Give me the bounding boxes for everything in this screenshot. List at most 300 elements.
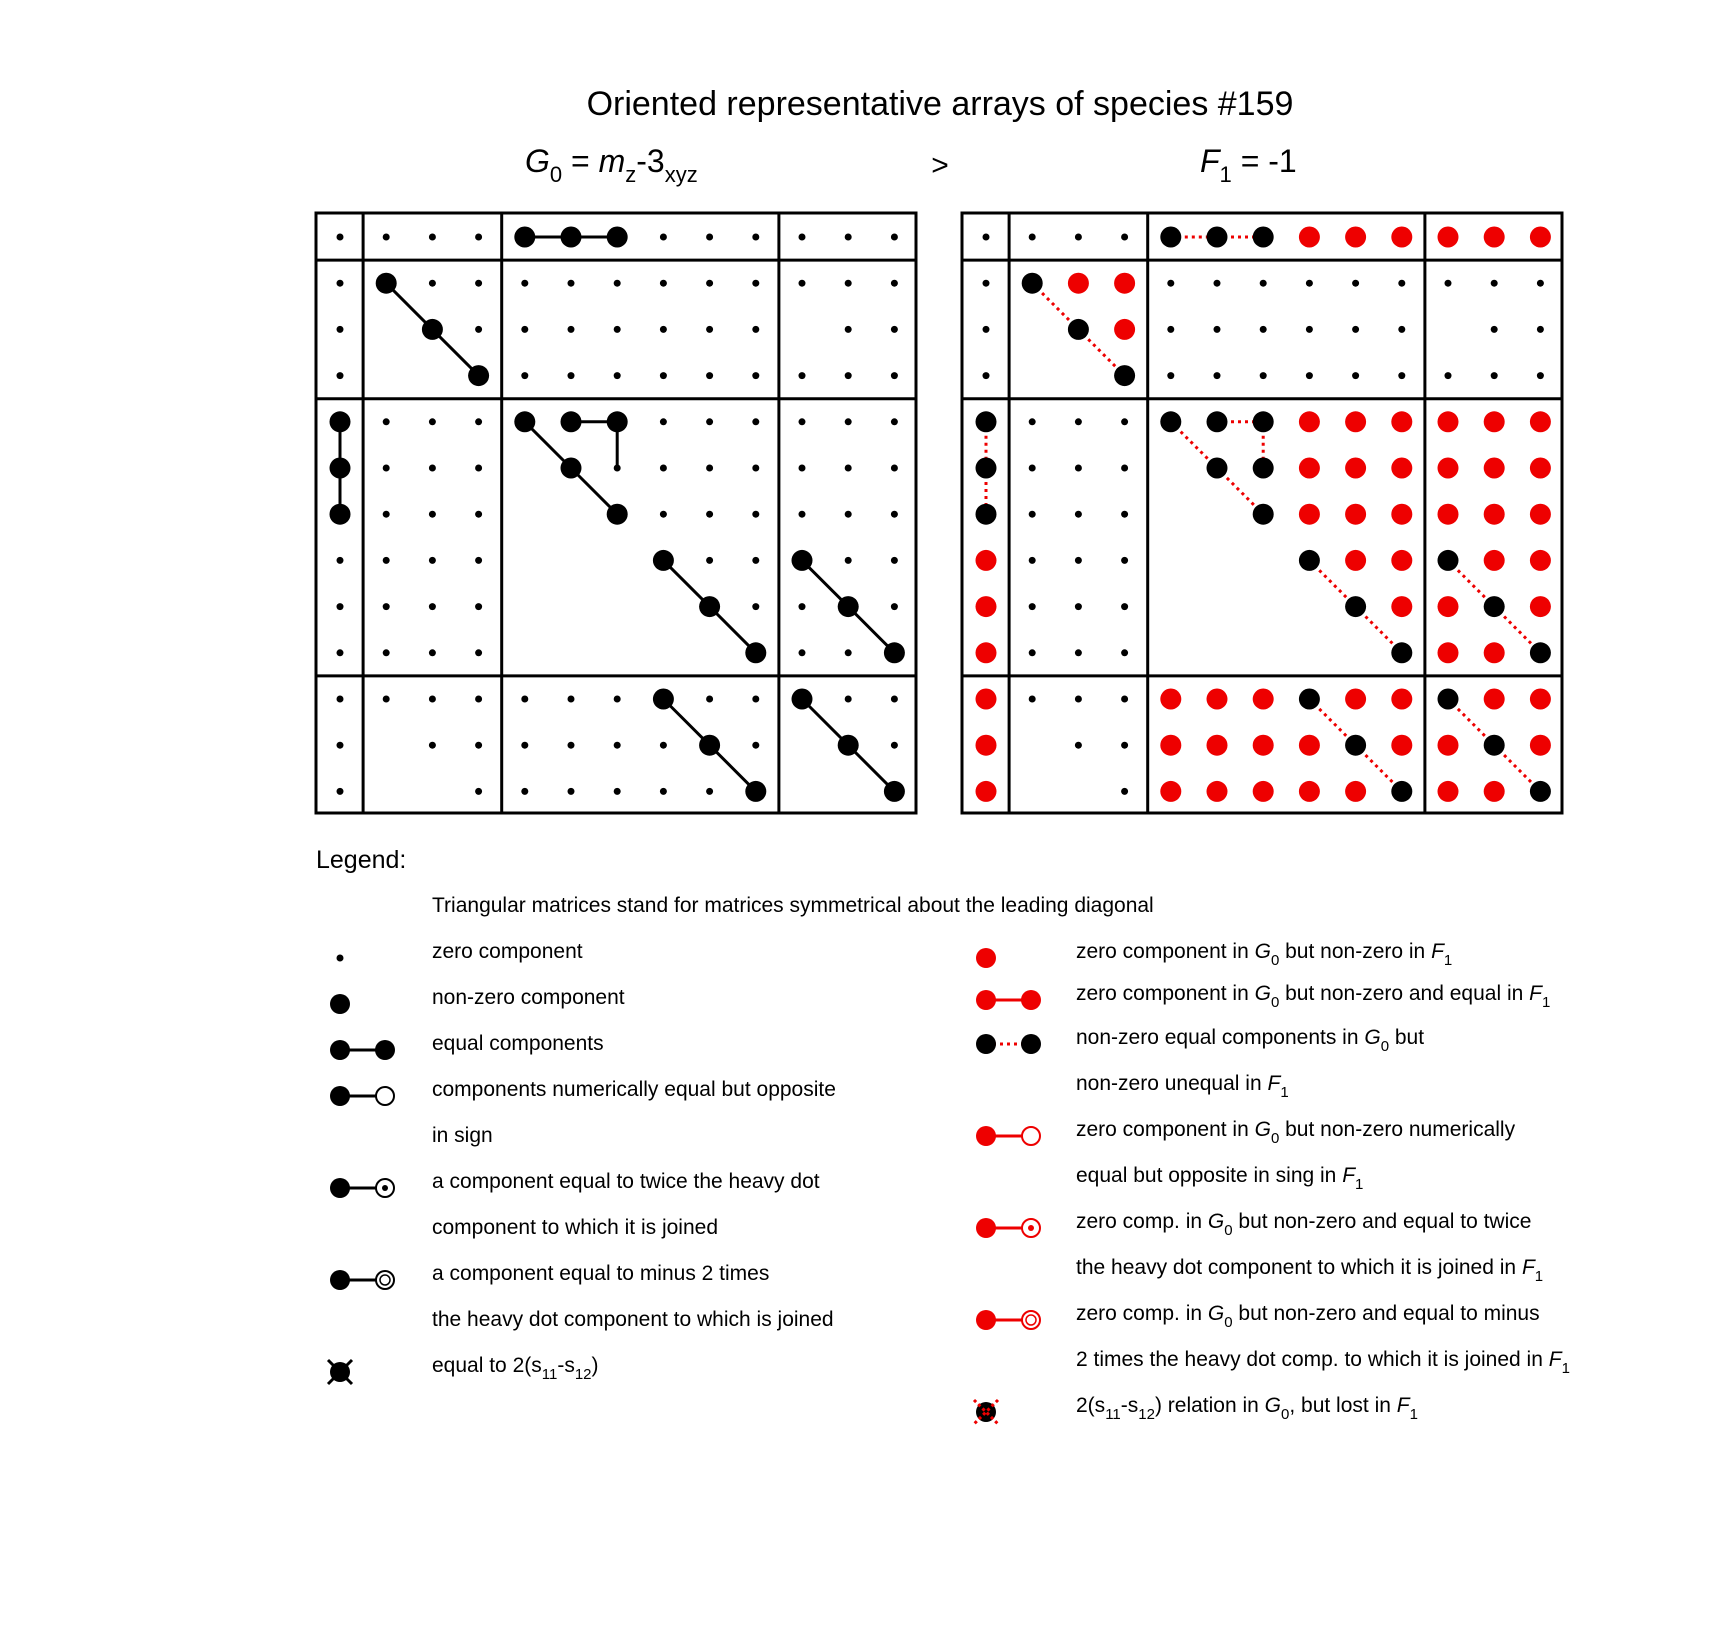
g0-zero-dot (475, 557, 482, 564)
g0-zero-dot (475, 788, 482, 795)
relation-symbol: > (931, 149, 949, 182)
g0-zero-dot (475, 465, 482, 472)
f1-new-nonzero-dot (1207, 735, 1228, 756)
f1-nonzero-dot (1253, 458, 1274, 479)
f1-nonzero-dot (1207, 411, 1228, 432)
g0-zero-dot (337, 603, 344, 610)
f1-nonzero-dot (1068, 319, 1089, 340)
f1-nonzero-dot (1253, 227, 1274, 248)
g0-nonzero-dot (884, 781, 905, 802)
f1-nonzero-dot (1114, 365, 1135, 386)
f1-zero-dot (1121, 418, 1128, 425)
g0-zero-dot (891, 465, 898, 472)
g0-zero-dot (706, 280, 713, 287)
f1-zero-dot (1029, 418, 1036, 425)
g0-zero-dot (614, 696, 621, 703)
f1-zero-dot (1121, 511, 1128, 518)
f1-zero-dot (1537, 280, 1544, 287)
g0-zero-dot (752, 418, 759, 425)
g0-zero-dot (521, 326, 528, 333)
g0-nonzero-dot (699, 596, 720, 617)
f1-zero-dot (1214, 326, 1221, 333)
g0-zero-dot (752, 696, 759, 703)
legend-red-opposite-icon (976, 1126, 1040, 1146)
g0-zero-dot (429, 696, 436, 703)
f1-new-nonzero-dot (1345, 411, 1366, 432)
f1-new-nonzero-dot (1530, 227, 1551, 248)
f1-zero-dot (1121, 742, 1128, 749)
f1-zero-dot (1445, 280, 1452, 287)
legend-twice-icon (330, 1178, 394, 1198)
f1-new-nonzero-dot (1253, 689, 1274, 710)
g0-zero-dot (752, 326, 759, 333)
g0-zero-dot (706, 511, 713, 518)
legend-heading: Legend: (316, 846, 407, 874)
g0-zero-dot (706, 465, 713, 472)
f1-zero-dot (1537, 326, 1544, 333)
g0-nonzero-dot (330, 504, 351, 525)
f1-new-nonzero-dot (1530, 596, 1551, 617)
g0-zero-dot (429, 511, 436, 518)
g0-zero-dot (614, 280, 621, 287)
g0-zero-dot (799, 234, 806, 241)
f1-new-nonzero-dot (1160, 781, 1181, 802)
f1-new-nonzero-dot (1299, 227, 1320, 248)
g0-zero-dot (383, 603, 390, 610)
legend-text-red-opposite-2: equal but opposite in sing in $F_1$ (1076, 1164, 1364, 1193)
g0-zero-dot (891, 234, 898, 241)
g0-zero-dot (845, 696, 852, 703)
g0-nonzero-dot (838, 596, 859, 617)
g0-nonzero-dot (561, 227, 582, 248)
legend-text-twice-2: component to which it is joined (432, 1216, 718, 1239)
g0-zero-dot (752, 511, 759, 518)
f1-zero-dot (1352, 372, 1359, 379)
f1-zero-dot (1029, 465, 1036, 472)
g0-zero-dot (845, 280, 852, 287)
g0-zero-dot (475, 418, 482, 425)
g0-nonzero-dot (792, 550, 813, 571)
f1-new-nonzero-dot (976, 781, 997, 802)
f1-zero-dot (1075, 234, 1082, 241)
g0-zero-dot (706, 234, 713, 241)
g0-zero-dot (799, 511, 806, 518)
f1-new-nonzero-dot (1438, 227, 1459, 248)
g0-nonzero-dot (561, 411, 582, 432)
g0-zero-dot (706, 788, 713, 795)
f1-zero-dot (1075, 465, 1082, 472)
f1-zero-dot (983, 280, 990, 287)
g0-zero-dot (799, 372, 806, 379)
f1-nonzero-dot (976, 504, 997, 525)
f1-new-nonzero-dot (976, 550, 997, 571)
f1-new-nonzero-dot (1299, 735, 1320, 756)
g0-zero-dot (845, 649, 852, 656)
f1-nonzero-dot (1345, 735, 1366, 756)
g0-nonzero-dot (699, 735, 720, 756)
g0-zero-dot (337, 280, 344, 287)
g0-zero-dot (845, 234, 852, 241)
g0-zero-dot (521, 696, 528, 703)
figure-title: Oriented representative arrays of species #159 (586, 85, 1294, 123)
legend-text-twice-1: a component equal to twice the heavy dot (432, 1170, 820, 1193)
legend-s11-s12-icon (328, 1360, 352, 1384)
g0-zero-dot (568, 696, 575, 703)
legend-equal-link-icon (330, 1040, 395, 1060)
f1-nonzero-dot (1438, 550, 1459, 571)
g0-zero-dot (614, 372, 621, 379)
g0-zero-dot (475, 603, 482, 610)
f1-new-nonzero-dot (1484, 689, 1505, 710)
f1-new-nonzero-dot (1484, 781, 1505, 802)
f1-new-nonzero-dot (1299, 504, 1320, 525)
f1-new-nonzero-dot (1345, 504, 1366, 525)
f1-new-nonzero-dot (1438, 458, 1459, 479)
f1-nonzero-dot (1207, 227, 1228, 248)
f1-zero-dot (1214, 372, 1221, 379)
g0-zero-dot (660, 234, 667, 241)
f1-zero-dot (1121, 465, 1128, 472)
f1-zero-dot (1167, 372, 1174, 379)
matrix-g0 (316, 213, 916, 813)
g0-zero-dot (568, 372, 575, 379)
legend-text-red-twice-2: the heavy dot component to which it is joined in $F_1$ (1076, 1256, 1544, 1285)
f1-zero-dot (1491, 372, 1498, 379)
g0-zero-dot (521, 742, 528, 749)
g0-zero-dot (337, 372, 344, 379)
legend-note: Triangular matrices stand for matrices symmetrical about the leading diagonal (432, 894, 1154, 917)
g0-zero-dot (521, 372, 528, 379)
matrix-f1 (962, 213, 1562, 813)
f1-zero-dot (1121, 649, 1128, 656)
g0-zero-dot (383, 511, 390, 518)
f1-zero-dot (1398, 280, 1405, 287)
g0-zero-dot (475, 696, 482, 703)
g0-zero-dot (337, 696, 344, 703)
g0-zero-dot (799, 418, 806, 425)
f1-zero-dot (1352, 326, 1359, 333)
f1-new-nonzero-dot (1530, 504, 1551, 525)
legend-zero-dot-icon (337, 955, 344, 962)
f1-new-nonzero-dot (1530, 411, 1551, 432)
g0-nonzero-dot (330, 458, 351, 479)
g0-zero-dot (752, 372, 759, 379)
g0-zero-dot (660, 326, 667, 333)
f1-new-nonzero-dot (1484, 411, 1505, 432)
f1-zero-dot (1029, 696, 1036, 703)
g0-nonzero-dot (745, 642, 766, 663)
legend-text-red-dot: zero component in $G_0$ but non-zero in $F_1$ (1076, 940, 1453, 969)
f1-nonzero-dot (976, 411, 997, 432)
legend-right-texts (1076, 940, 1570, 1423)
g0-zero-dot (706, 696, 713, 703)
legend-nonzero-dot-icon (330, 994, 350, 1014)
g0-zero-dot (891, 696, 898, 703)
g0-zero-dot (568, 280, 575, 287)
g0-zero-dot (660, 418, 667, 425)
f1-new-nonzero-dot (1253, 735, 1274, 756)
g0-zero-dot (568, 788, 575, 795)
legend-red-twice-icon (976, 1218, 1040, 1238)
legend-left-texts (432, 940, 836, 1383)
g0-zero-dot (337, 234, 344, 241)
legend-text-opposite-1: components numerically equal but opposite (432, 1078, 836, 1101)
g0-zero-dot (891, 603, 898, 610)
g0-zero-dot (891, 418, 898, 425)
f1-new-nonzero-dot (1438, 781, 1459, 802)
g0-nonzero-dot (745, 781, 766, 802)
g0-zero-dot (845, 326, 852, 333)
f1-new-nonzero-dot (976, 689, 997, 710)
f1-new-nonzero-dot (1484, 504, 1505, 525)
g0-nonzero-dot (514, 411, 535, 432)
legend-text-zero: zero component (432, 940, 583, 963)
g0-nonzero-dot (653, 550, 674, 571)
f1-zero-dot (1029, 511, 1036, 518)
g0-zero-dot (475, 649, 482, 656)
legend-left-symbols (328, 955, 395, 1385)
legend-text-lost-equality-2: non-zero unequal in $F_1$ (1076, 1072, 1289, 1101)
f1-new-nonzero-dot (1391, 227, 1412, 248)
g0-zero-dot (660, 465, 667, 472)
f1-new-nonzero-dot (1345, 458, 1366, 479)
f1-zero-dot (1260, 280, 1267, 287)
legend-lost-equality-icon (976, 1034, 1041, 1054)
f1-zero-dot (1075, 649, 1082, 656)
f1-new-nonzero-dot (1391, 735, 1412, 756)
f1-zero-dot (1398, 326, 1405, 333)
f1-new-nonzero-dot (1391, 689, 1412, 710)
g0-zero-dot (475, 326, 482, 333)
f1-zero-dot (1491, 280, 1498, 287)
f1-zero-dot (983, 372, 990, 379)
legend-text-minus-twice-2: the heavy dot component to which is joined (432, 1308, 834, 1331)
g0-zero-dot (614, 742, 621, 749)
legend-opposite-sign-icon (330, 1086, 394, 1106)
f1-new-nonzero-dot (1391, 550, 1412, 571)
g0-zero-dot (429, 557, 436, 564)
f1-nonzero-dot (1022, 273, 1043, 294)
f1-new-nonzero-dot (1068, 273, 1089, 294)
g0-zero-dot (706, 326, 713, 333)
f1-nonzero-dot (1530, 781, 1551, 802)
legend-text-red-twice-1: zero comp. in $G_0$ but non-zero and equal to twice (1076, 1210, 1532, 1239)
g0-zero-dot (383, 234, 390, 241)
legend-minus-twice-icon (330, 1270, 394, 1290)
f1-new-nonzero-dot (1530, 735, 1551, 756)
f1-zero-dot (983, 234, 990, 241)
f1-new-nonzero-dot (1160, 689, 1181, 710)
g0-zero-dot (337, 649, 344, 656)
g0-zero-dot (845, 465, 852, 472)
g0-zero-dot (337, 557, 344, 564)
g0-zero-dot (429, 234, 436, 241)
f1-new-nonzero-dot (1530, 689, 1551, 710)
f1-new-nonzero-dot (1438, 735, 1459, 756)
f1-nonzero-dot (1253, 411, 1274, 432)
g0-zero-dot (568, 742, 575, 749)
g0-zero-dot (660, 742, 667, 749)
f1-nonzero-dot (1484, 735, 1505, 756)
g0-zero-dot (752, 742, 759, 749)
g0-zero-dot (429, 418, 436, 425)
g0-zero-dot (660, 788, 667, 795)
g0-zero-dot (845, 418, 852, 425)
f1-nonzero-dot (1299, 550, 1320, 571)
g0-nonzero-dot (607, 411, 628, 432)
legend-red-equal-link-icon (976, 990, 1041, 1010)
f1-zero-dot (1214, 280, 1221, 287)
g0-zero-dot (845, 557, 852, 564)
f1-nonzero-dot (1207, 458, 1228, 479)
g0-zero-dot (429, 465, 436, 472)
g0-zero-dot (706, 418, 713, 425)
g0-zero-dot (752, 234, 759, 241)
g0-zero-dot (660, 372, 667, 379)
g0-zero-dot (891, 326, 898, 333)
f1-new-nonzero-dot (1438, 642, 1459, 663)
g0-zero-dot (845, 511, 852, 518)
f1-zero-dot (1306, 372, 1313, 379)
g0-zero-dot (799, 649, 806, 656)
g0-zero-dot (337, 326, 344, 333)
f1-zero-dot (1029, 603, 1036, 610)
f1-new-nonzero-dot (1253, 781, 1274, 802)
g0-zero-dot (845, 372, 852, 379)
g0-zero-dot (752, 465, 759, 472)
f1-zero-dot (1167, 280, 1174, 287)
f1-nonzero-dot (1484, 596, 1505, 617)
f1-new-nonzero-dot (1484, 642, 1505, 663)
f1-zero-dot (1121, 557, 1128, 564)
g0-zero-dot (475, 280, 482, 287)
f1-zero-dot (1075, 603, 1082, 610)
g0-nonzero-dot (376, 273, 397, 294)
g0-zero-dot (568, 326, 575, 333)
f1-new-nonzero-dot (1299, 411, 1320, 432)
g0-zero-dot (706, 557, 713, 564)
f1-zero-dot (1445, 372, 1452, 379)
f1-new-nonzero-dot (1299, 781, 1320, 802)
g0-nonzero-dot (607, 504, 628, 525)
f1-zero-dot (1121, 603, 1128, 610)
f1-zero-dot (1306, 280, 1313, 287)
f1-zero-dot (1352, 280, 1359, 287)
g0-zero-dot (799, 465, 806, 472)
f1-new-nonzero-dot (1484, 550, 1505, 571)
g0-zero-dot (891, 372, 898, 379)
f1-nonzero-dot (1160, 411, 1181, 432)
f1-new-nonzero-dot (1114, 319, 1135, 340)
g0-zero-dot (752, 557, 759, 564)
f1-new-nonzero-dot (1391, 596, 1412, 617)
f1-new-nonzero-dot (1484, 227, 1505, 248)
g0-nonzero-dot (792, 689, 813, 710)
g0-zero-dot (475, 234, 482, 241)
f1-nonzero-dot (1253, 504, 1274, 525)
g0-zero-dot (752, 603, 759, 610)
legend-text-red-opposite-1: zero component in $G_0$ but non-zero numerically (1076, 1118, 1516, 1147)
legend-text-red-equal: zero component in $G_0$ but non-zero and equal in $F_1$ (1076, 982, 1551, 1011)
f1-new-nonzero-dot (1438, 504, 1459, 525)
f1-zero-dot (1121, 696, 1128, 703)
legend-text-red-minus-twice-2: 2 times the heavy dot comp. to which it is joined in $F_1$ (1076, 1348, 1570, 1377)
f1-zero-dot (1121, 234, 1128, 241)
g0-zero-dot (429, 280, 436, 287)
f1-new-nonzero-dot (1345, 550, 1366, 571)
legend-text-lost-s11-s12: $2(s_{11}-s_{12})$ relation in $G_0$, but lost in $F_1$ (1076, 1394, 1418, 1423)
g0-zero-dot (429, 649, 436, 656)
g0-zero-dot (614, 326, 621, 333)
f1-nonzero-dot (1530, 642, 1551, 663)
g0-zero-dot (614, 788, 621, 795)
f1-zero-dot (1398, 372, 1405, 379)
f1-zero-dot (1029, 557, 1036, 564)
g0-zero-dot (799, 603, 806, 610)
g0-zero-dot (891, 742, 898, 749)
g0-zero-dot (706, 372, 713, 379)
f1-nonzero-dot (1345, 596, 1366, 617)
g0-nonzero-dot (514, 227, 535, 248)
legend-text-s11-s12: equal to $2(s_{11}-s_{12})$ (432, 1354, 599, 1383)
f1-zero-dot (1260, 326, 1267, 333)
f1-new-nonzero-dot (1114, 273, 1135, 294)
f1-zero-dot (1075, 418, 1082, 425)
legend-text-opposite-2: in sign (432, 1124, 493, 1147)
f1-zero-dot (983, 326, 990, 333)
legend-lost-s11-s12-icon (974, 1400, 998, 1424)
g0-nonzero-dot (468, 365, 489, 386)
right-matrix-heading: $F_1 = -1$ (1200, 143, 1297, 187)
f1-zero-dot (1075, 742, 1082, 749)
f1-zero-dot (1075, 696, 1082, 703)
g0-zero-dot (383, 465, 390, 472)
g0-zero-dot (521, 280, 528, 287)
f1-zero-dot (1491, 326, 1498, 333)
g0-zero-dot (660, 511, 667, 518)
g0-zero-dot (337, 742, 344, 749)
g0-zero-dot (891, 511, 898, 518)
f1-new-nonzero-dot (1484, 458, 1505, 479)
g0-zero-dot (429, 742, 436, 749)
f1-new-nonzero-dot (1345, 227, 1366, 248)
f1-new-nonzero-dot (1207, 781, 1228, 802)
legend-text-equal: equal components (432, 1032, 604, 1055)
f1-new-nonzero-dot (976, 596, 997, 617)
g0-nonzero-dot (653, 689, 674, 710)
g0-nonzero-dot (607, 227, 628, 248)
f1-zero-dot (1075, 557, 1082, 564)
left-matrix-heading: $G_0 = m_z-3_{xyz}$ (525, 143, 698, 187)
legend-text-nonzero: non-zero component (432, 986, 625, 1009)
f1-zero-dot (1121, 788, 1128, 795)
g0-zero-dot (475, 742, 482, 749)
legend-red-dot-icon (976, 948, 996, 968)
g0-nonzero-dot (884, 642, 905, 663)
f1-new-nonzero-dot (1391, 411, 1412, 432)
f1-new-nonzero-dot (1345, 781, 1366, 802)
f1-new-nonzero-dot (976, 642, 997, 663)
g0-zero-dot (891, 280, 898, 287)
f1-nonzero-dot (1438, 689, 1459, 710)
legend-red-minus-twice-icon (976, 1310, 1040, 1330)
g0-nonzero-dot (330, 411, 351, 432)
g0-zero-dot (337, 788, 344, 795)
f1-zero-dot (1306, 326, 1313, 333)
f1-zero-dot (1167, 326, 1174, 333)
f1-new-nonzero-dot (1438, 411, 1459, 432)
f1-new-nonzero-dot (1207, 689, 1228, 710)
